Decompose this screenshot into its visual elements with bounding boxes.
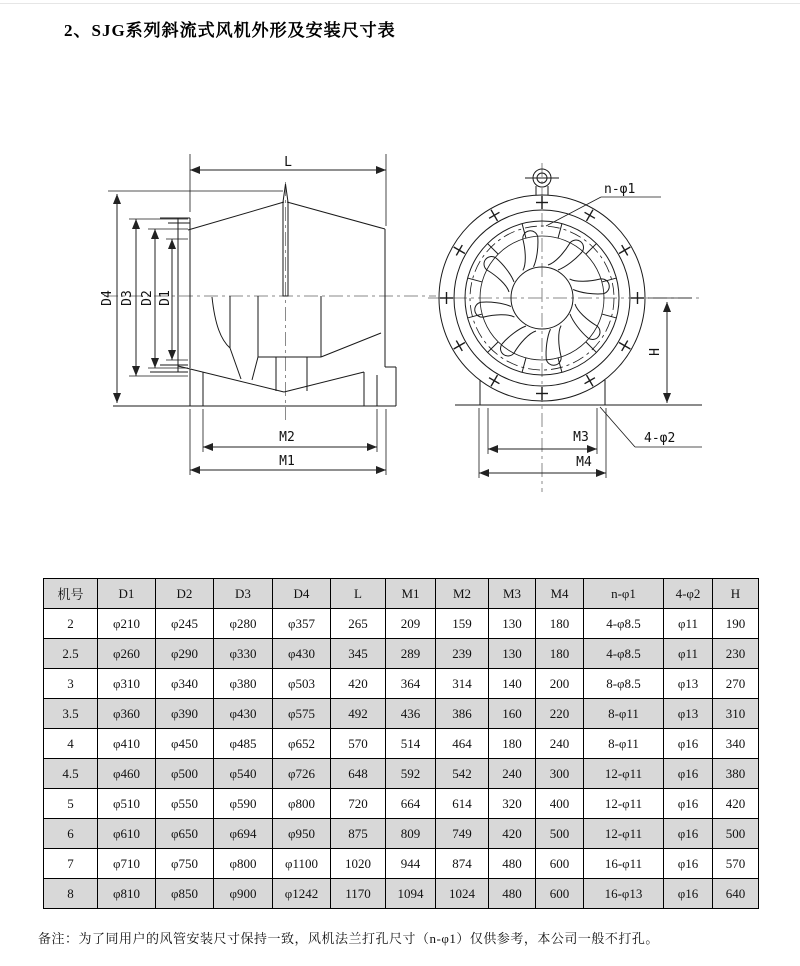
table-cell: φ330 xyxy=(214,639,273,669)
table-cell: 664 xyxy=(386,789,436,819)
table-cell: 240 xyxy=(536,729,584,759)
table-cell: 6 xyxy=(44,819,98,849)
header-cell: H xyxy=(713,579,759,609)
dim-label-d4: D4 xyxy=(100,290,115,306)
table-cell: 180 xyxy=(536,639,584,669)
table-cell: 345 xyxy=(331,639,386,669)
table-cell: 570 xyxy=(331,729,386,759)
table-cell: φ1242 xyxy=(273,879,331,909)
table-cell: 2 xyxy=(44,609,98,639)
table-cell: 8 xyxy=(44,879,98,909)
table-cell: 592 xyxy=(386,759,436,789)
dim-label-m2: M2 xyxy=(279,430,295,445)
table-cell: 4.5 xyxy=(44,759,98,789)
table-cell: 386 xyxy=(436,699,489,729)
dim-label-m3: M3 xyxy=(573,430,589,445)
table-cell: 265 xyxy=(331,609,386,639)
table-cell: φ210 xyxy=(98,609,156,639)
table-cell: 180 xyxy=(536,609,584,639)
dim-label-m1: M1 xyxy=(279,454,295,469)
header-cell: 机号 xyxy=(44,579,98,609)
table-cell: φ340 xyxy=(156,669,214,699)
table-cell: 8-φ11 xyxy=(584,699,664,729)
page-title: 2、SJG系列斜流式风机外形及安装尺寸表 xyxy=(64,21,396,40)
table-cell: 220 xyxy=(536,699,584,729)
table-cell: 944 xyxy=(386,849,436,879)
table-cell: 130 xyxy=(489,639,536,669)
table-cell: 3 xyxy=(44,669,98,699)
label-4-phi2: 4-φ2 xyxy=(644,431,676,446)
label-n-phi1: n-φ1 xyxy=(604,182,636,197)
table-cell: φ16 xyxy=(664,879,713,909)
table-cell: 600 xyxy=(536,879,584,909)
table-cell: φ590 xyxy=(214,789,273,819)
table-cell: φ800 xyxy=(273,789,331,819)
table-cell: 720 xyxy=(331,789,386,819)
table-cell: φ650 xyxy=(156,819,214,849)
table-cell: 130 xyxy=(489,609,536,639)
table-cell: 289 xyxy=(386,639,436,669)
table-cell: φ290 xyxy=(156,639,214,669)
header-cell: M2 xyxy=(436,579,489,609)
table-cell: 300 xyxy=(536,759,584,789)
table-header-row xyxy=(44,579,759,609)
dim-label-d2: D2 xyxy=(140,290,155,306)
table-cell: 436 xyxy=(386,699,436,729)
table-cell: 420 xyxy=(713,789,759,819)
dim-label-d1: D1 xyxy=(158,290,173,306)
table-cell: 7 xyxy=(44,849,98,879)
table-cell: φ13 xyxy=(664,699,713,729)
table-cell: 314 xyxy=(436,669,489,699)
table-row xyxy=(44,759,759,789)
header-cell: 4-φ2 xyxy=(664,579,713,609)
table-cell: φ260 xyxy=(98,639,156,669)
table-cell: φ710 xyxy=(98,849,156,879)
table-cell: 480 xyxy=(489,879,536,909)
table-cell: 180 xyxy=(489,729,536,759)
table-cell: φ510 xyxy=(98,789,156,819)
table-cell: φ540 xyxy=(214,759,273,789)
table-cell: φ850 xyxy=(156,879,214,909)
table-cell: 140 xyxy=(489,669,536,699)
header-cell: D2 xyxy=(156,579,214,609)
header-cell: M4 xyxy=(536,579,584,609)
table-cell: 480 xyxy=(489,849,536,879)
table-cell: φ11 xyxy=(664,639,713,669)
table-cell: φ550 xyxy=(156,789,214,819)
table-cell: 500 xyxy=(536,819,584,849)
table-row xyxy=(44,639,759,669)
table-cell: 340 xyxy=(713,729,759,759)
table-cell: 4 xyxy=(44,729,98,759)
dim-label-l: L xyxy=(284,155,292,170)
table-cell: 240 xyxy=(489,759,536,789)
fan-dimension-drawing xyxy=(0,130,800,500)
table-cell: φ694 xyxy=(214,819,273,849)
table-cell: φ390 xyxy=(156,699,214,729)
table-cell: 514 xyxy=(386,729,436,759)
table-cell: φ950 xyxy=(273,819,331,849)
header-cell: n-φ1 xyxy=(584,579,664,609)
scan-edge-line xyxy=(0,3,800,4)
table-cell: 464 xyxy=(436,729,489,759)
table-cell: 12-φ11 xyxy=(584,789,664,819)
note-text: 备注：为了同用户的风管安装尺寸保持一致，风机法兰打孔尺寸（n-φ1）仅供参考，本公司一般不打孔。 xyxy=(38,931,659,946)
table-cell: 614 xyxy=(436,789,489,819)
table-row xyxy=(44,609,759,639)
table-row xyxy=(44,789,759,819)
table-row xyxy=(44,669,759,699)
table-cell: 542 xyxy=(436,759,489,789)
table-cell: 230 xyxy=(713,639,759,669)
table-row xyxy=(44,819,759,849)
header-cell: D1 xyxy=(98,579,156,609)
table-cell: φ810 xyxy=(98,879,156,909)
table-cell: 320 xyxy=(489,789,536,819)
side-view-interior-lines xyxy=(212,296,381,391)
table-cell: 420 xyxy=(331,669,386,699)
spec-table-body xyxy=(44,609,759,909)
table-cell: 749 xyxy=(436,819,489,849)
side-view-dimensions xyxy=(108,154,386,475)
table-cell: 1024 xyxy=(436,879,489,909)
table-cell: φ280 xyxy=(214,609,273,639)
table-cell: φ610 xyxy=(98,819,156,849)
table-cell: φ1100 xyxy=(273,849,331,879)
table-cell: 640 xyxy=(713,879,759,909)
table-cell: 400 xyxy=(536,789,584,819)
table-cell: 364 xyxy=(386,669,436,699)
side-view-body-outline xyxy=(150,184,396,406)
table-cell: 420 xyxy=(489,819,536,849)
table-cell: φ16 xyxy=(664,729,713,759)
table-cell: 648 xyxy=(331,759,386,789)
spec-table xyxy=(43,578,759,909)
table-cell: φ485 xyxy=(214,729,273,759)
table-cell: 500 xyxy=(713,819,759,849)
table-cell: φ16 xyxy=(664,849,713,879)
table-row xyxy=(44,729,759,759)
table-cell: φ357 xyxy=(273,609,331,639)
table-cell: φ380 xyxy=(214,669,273,699)
table-cell: 1020 xyxy=(331,849,386,879)
table-cell: 12-φ11 xyxy=(584,819,664,849)
table-cell: φ13 xyxy=(664,669,713,699)
table-cell: 239 xyxy=(436,639,489,669)
table-cell: φ410 xyxy=(98,729,156,759)
table-cell: 270 xyxy=(713,669,759,699)
table-row xyxy=(44,879,759,909)
header-cell: D4 xyxy=(273,579,331,609)
header-cell: D3 xyxy=(214,579,273,609)
table-cell: 209 xyxy=(386,609,436,639)
table-cell: 5 xyxy=(44,789,98,819)
table-cell: 12-φ11 xyxy=(584,759,664,789)
table-cell: φ450 xyxy=(156,729,214,759)
table-row xyxy=(44,849,759,879)
table-cell: φ430 xyxy=(214,699,273,729)
table-cell: 8-φ8.5 xyxy=(584,669,664,699)
table-cell: φ652 xyxy=(273,729,331,759)
side-view-drawing xyxy=(100,154,436,475)
table-cell: 492 xyxy=(331,699,386,729)
header-cell: L xyxy=(331,579,386,609)
table-cell: 809 xyxy=(386,819,436,849)
table-cell: 600 xyxy=(536,849,584,879)
table-cell: 310 xyxy=(713,699,759,729)
table-cell: 570 xyxy=(713,849,759,879)
table-cell: 1094 xyxy=(386,879,436,909)
dim-label-m4: M4 xyxy=(576,455,592,470)
table-cell: φ726 xyxy=(273,759,331,789)
table-cell: φ16 xyxy=(664,759,713,789)
table-cell: 160 xyxy=(489,699,536,729)
table-cell: 1170 xyxy=(331,879,386,909)
table-cell: φ16 xyxy=(664,819,713,849)
table-cell: φ16 xyxy=(664,789,713,819)
table-cell: φ750 xyxy=(156,849,214,879)
table-cell: φ245 xyxy=(156,609,214,639)
table-cell: 874 xyxy=(436,849,489,879)
table-cell: 190 xyxy=(713,609,759,639)
table-cell: 380 xyxy=(713,759,759,789)
table-row xyxy=(44,699,759,729)
table-cell: φ503 xyxy=(273,669,331,699)
table-cell: 875 xyxy=(331,819,386,849)
table-cell: 159 xyxy=(436,609,489,639)
table-cell: 16-φ13 xyxy=(584,879,664,909)
table-cell: φ430 xyxy=(273,639,331,669)
table-cell: φ900 xyxy=(214,879,273,909)
table-cell: φ11 xyxy=(664,609,713,639)
table-cell: φ310 xyxy=(98,669,156,699)
header-cell: M1 xyxy=(386,579,436,609)
dim-label-h: H xyxy=(648,348,663,356)
table-cell: φ800 xyxy=(214,849,273,879)
table-cell: 4-φ8.5 xyxy=(584,639,664,669)
table-cell: 8-φ11 xyxy=(584,729,664,759)
table-cell: 16-φ11 xyxy=(584,849,664,879)
table-cell: φ575 xyxy=(273,699,331,729)
dim-label-d3: D3 xyxy=(120,290,135,306)
table-cell: φ360 xyxy=(98,699,156,729)
header-cell: M3 xyxy=(489,579,536,609)
table-cell: 200 xyxy=(536,669,584,699)
front-view-drawing xyxy=(428,163,702,492)
table-cell: φ500 xyxy=(156,759,214,789)
table-cell: φ460 xyxy=(98,759,156,789)
table-cell: 2.5 xyxy=(44,639,98,669)
table-cell: 4-φ8.5 xyxy=(584,609,664,639)
table-cell: 3.5 xyxy=(44,699,98,729)
